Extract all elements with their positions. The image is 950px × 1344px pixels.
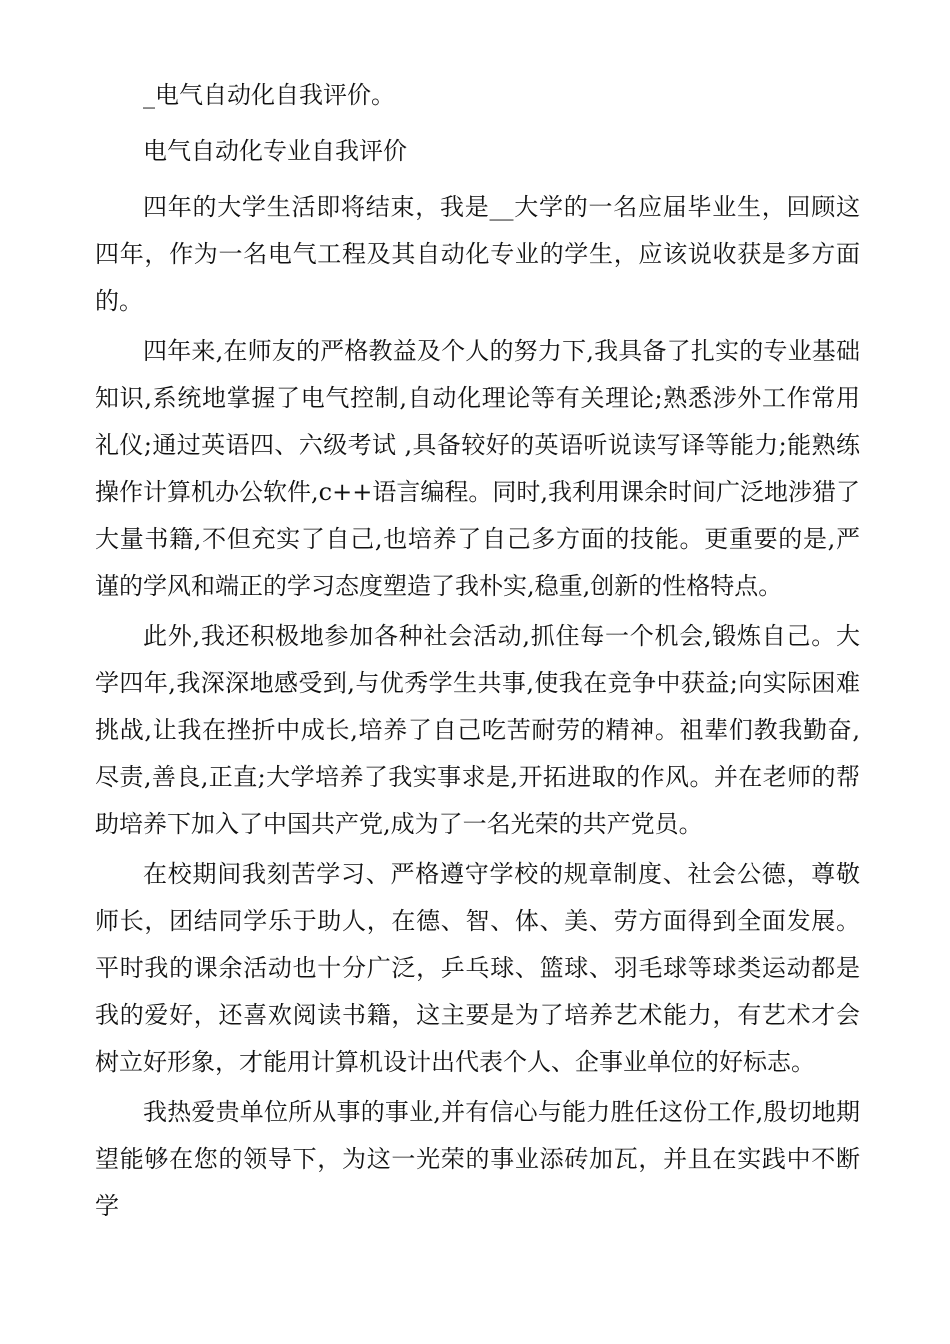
- document-page: [95, 72, 860, 1233]
- document-subheading: 电气自动化专业自我评价: [143, 137, 407, 165]
- paragraph-activities: 此外,我还积极地参加各种社会活动,抓住每一个机会,锻炼自己。大学四年,我深深地感受到,与优秀学生共事,使我在竞争中获益;向实际困难挑战,让我在挫折中成长,培养了自己吃苦耐劳的精神。祖辈们教我勤奋,尽责,善良,正直;大学培养了我实事求是,开拓进取的作风。并在老师的帮助培养下加入了中国共产党,成为了一名光荣的共产党员。: [95, 622, 860, 838]
- document-heading: _电气自动化自我评价。: [143, 81, 395, 109]
- paragraph-campus-life: 在校期间我刻苦学习、严格遵守学校的规章制度、社会公德，尊敬师长，团结同学乐于助人，在德、智、体、美、劳方面得到全面发展。平时我的课余活动也十分广泛，乒乓球、篮球、羽毛球等球类运动都是我的爱好，还喜欢阅读书籍，这主要是为了培养艺术能力，有艺术才会树立好形象，才能用计算机设计出代表个人、企事业单位的好标志。: [95, 860, 860, 1076]
- paragraph-study: 四年来,在师友的严格教益及个人的努力下,我具备了扎实的专业基础知识,系统地掌握了电气控制,自动化理论等有关理论;熟悉涉外工作常用礼仪;通过英语四、六级考试 ,具备较好的英语听说读写译等能力;能熟练操作计算机办公软件,c++语言编程。同时,我利用课余时间广泛地涉猎了大量书籍,不但充实了自己,也培养了自己多方面的技能。更重要的是,严谨的学风和端正的学习态度塑造了我朴实,稳重,创新的性格特点。: [95, 337, 860, 600]
- paragraph-career: 我热爱贵单位所从事的事业,并有信心与能力胜任这份工作,殷切地期望能够在您的领导下，为这一光荣的事业添砖加瓦，并且在实践中不断学: [95, 1098, 860, 1220]
- paragraph-intro: 四年的大学生活即将结束，我是__大学的一名应届毕业生，回顾这四年，作为一名电气工程及其自动化专业的学生，应该说收获是多方面的。: [95, 193, 860, 315]
